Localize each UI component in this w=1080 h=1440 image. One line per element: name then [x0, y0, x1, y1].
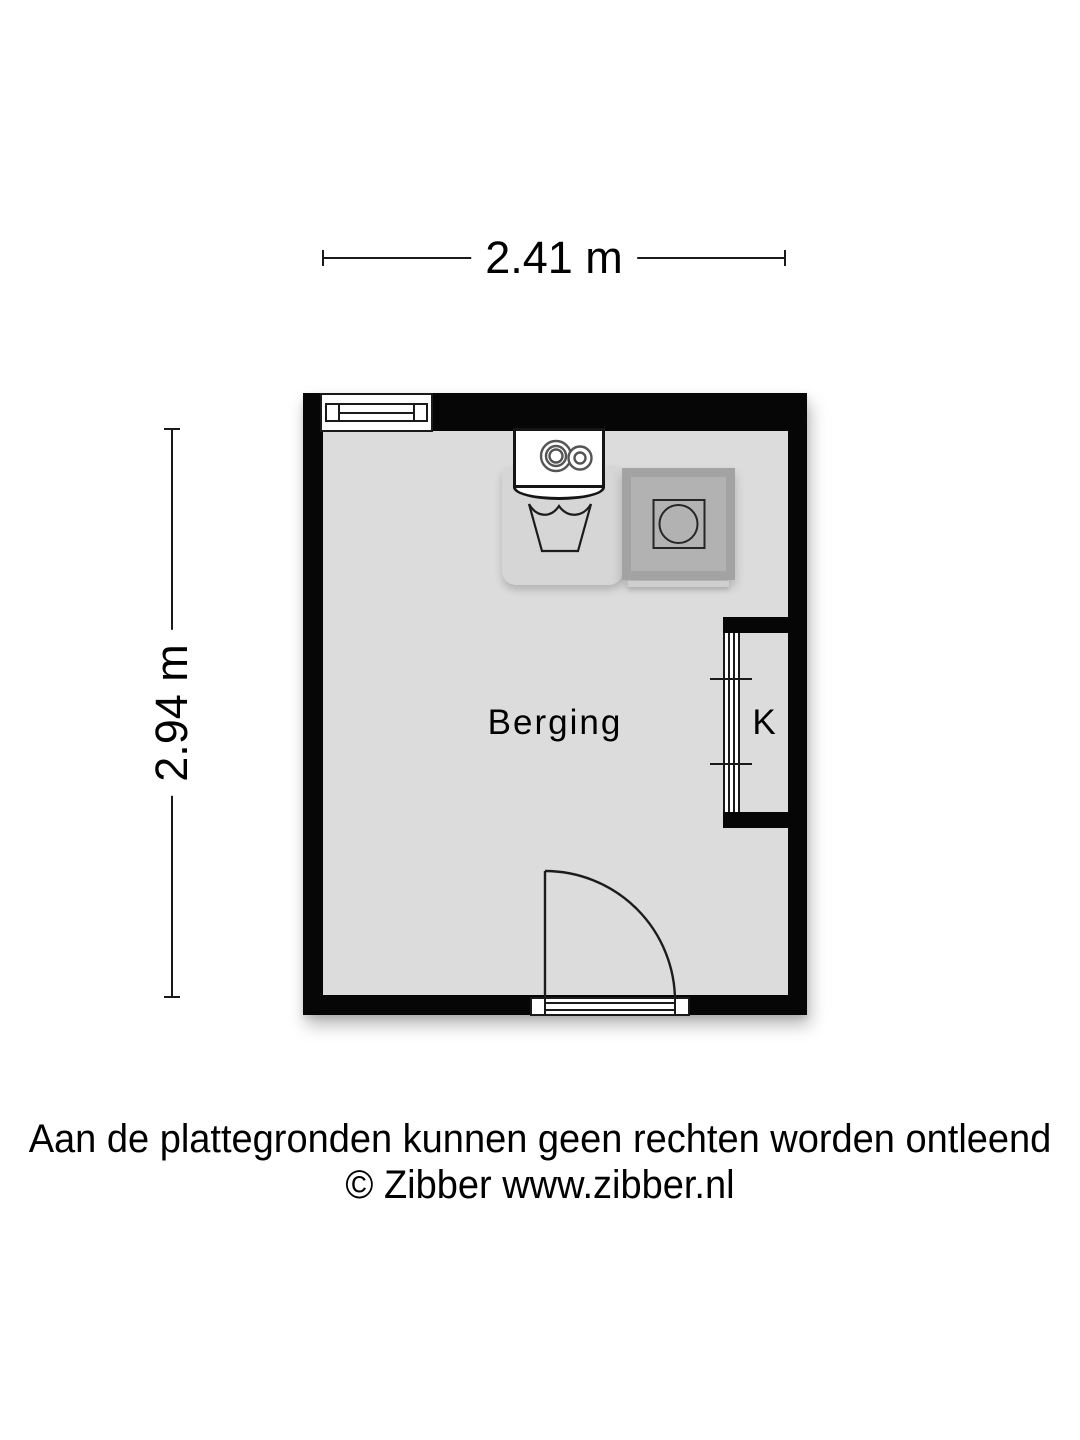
- sink-unit: [513, 428, 605, 488]
- window-frame-right: [413, 403, 428, 422]
- closet-door-symbol: [723, 633, 740, 812]
- door-post-right: [674, 997, 690, 1016]
- washing-machine-drum-frame: [652, 499, 705, 549]
- washing-machine-drum-icon: [659, 504, 699, 544]
- disclaimer-text: Aan de plattegronden kunnen geen rechten worden ontleend: [28, 1117, 1052, 1161]
- faucet-tap-icon: [516, 431, 602, 485]
- closet-tick-lower: [710, 763, 752, 765]
- dimension-tick-right: [784, 250, 786, 266]
- door-post-left: [530, 997, 546, 1016]
- wash-basin-symbol-icon: [520, 496, 600, 558]
- dimension-width: [322, 230, 786, 286]
- door-threshold-lines: [546, 997, 674, 1016]
- closet-tick-upper: [710, 678, 752, 680]
- dimension-tick-bottom: [164, 996, 180, 998]
- washing-machine-body: [631, 477, 726, 571]
- closet-wall-bottom: [723, 812, 807, 828]
- dimension-tick-left: [322, 250, 324, 266]
- closet-label: K: [752, 703, 776, 742]
- copyright-text: © Zibber www.zibber.nl: [345, 1163, 735, 1207]
- door-threshold: [530, 997, 690, 1016]
- door-swing-symbol: [538, 864, 683, 1004]
- dimension-height: [146, 428, 198, 998]
- window-frame-left: [325, 403, 340, 422]
- footer: [0, 1116, 1080, 1208]
- dimension-tick-top: [164, 428, 180, 430]
- window-symbol: [320, 393, 433, 432]
- dimension-height-label: 2.94 m: [146, 630, 198, 796]
- room-label: Berging: [487, 703, 623, 742]
- closet-wall-top: [723, 617, 807, 633]
- dimension-width-label: 2.41 m: [471, 232, 637, 284]
- washing-machine-icon: [622, 468, 735, 580]
- window-glass: [339, 403, 414, 422]
